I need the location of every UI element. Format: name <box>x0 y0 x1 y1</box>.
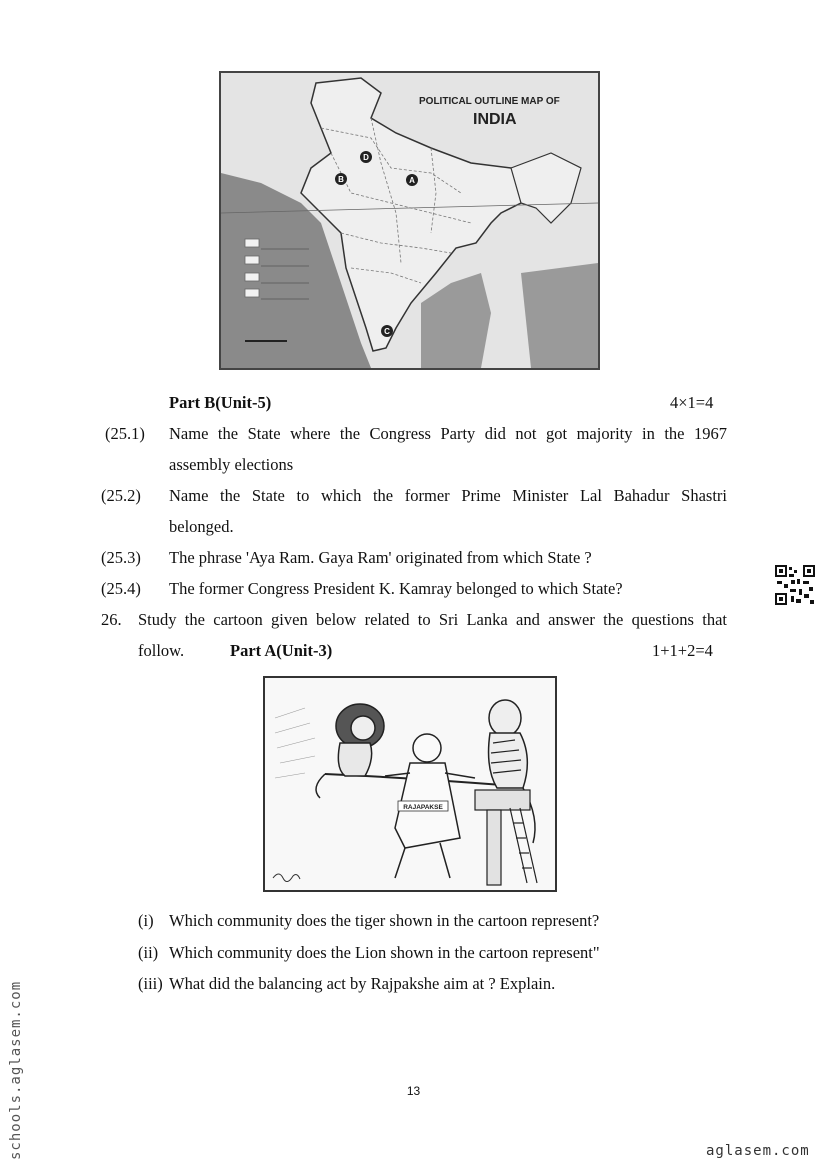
question-number: (25.2) <box>101 486 141 505</box>
sub-question-text: What did the balancing act by Rajpakshe aim at ? Explain. <box>169 974 556 993</box>
question-number: (25.1) <box>105 424 145 443</box>
sri-lanka-cartoon <box>263 676 557 892</box>
side-watermark: schools.aglasem.com <box>8 980 24 1160</box>
question-text: Name the State to which the former Prime Minister Lal Bahadur Shastri <box>169 486 727 505</box>
part-a-heading: Part A(Unit-3) <box>230 641 333 660</box>
map-title-line1: POLITICAL OUTLINE MAP OF <box>419 96 560 107</box>
question-text: Study the cartoon given below related to Sri Lanka and answer the questions that <box>138 610 727 629</box>
question-text: The former Congress President K. Kamray belonged to which State? <box>169 579 623 598</box>
sub-question-number: (i) <box>138 911 154 930</box>
page-number: 13 <box>406 1084 421 1098</box>
sub-question-text: Which community does the Lion shown in the cartoon represent" <box>169 943 600 962</box>
sub-question-text: Which community does the tiger shown in the cartoon represent? <box>169 911 600 930</box>
map-marker-d-label: D <box>363 153 369 162</box>
question-text-cont: follow. <box>138 641 185 660</box>
part-a-marks: 1+1+2=4 <box>652 641 713 660</box>
question-text: The phrase 'Aya Ram. Gaya Ram' originated from which State ? <box>169 548 592 567</box>
question-text-cont: assembly elections <box>169 455 294 474</box>
question-number: 26. <box>101 610 122 629</box>
map-drawing <box>221 73 598 368</box>
question-text: Name the State where the Congress Party did not got majority in the 1967 <box>169 424 727 443</box>
bottom-watermark: aglasem.com <box>706 1143 810 1159</box>
question-text-cont: belonged. <box>169 517 234 536</box>
map-marker-b-label: B <box>338 175 344 184</box>
india-outline-map <box>219 71 600 370</box>
map-marker-a-label: A <box>409 176 415 185</box>
question-number: (25.4) <box>101 579 141 598</box>
qr-code-icon <box>775 565 815 605</box>
map-title-line2: INDIA <box>473 111 517 128</box>
question-number: (25.3) <box>101 548 141 567</box>
cartoon-drawing <box>265 678 555 890</box>
part-b-heading: Part B(Unit-5) <box>169 393 272 412</box>
sub-question-number: (iii) <box>138 974 163 993</box>
cartoon-caption: RAJAPAKSE <box>403 804 443 811</box>
sub-question-number: (ii) <box>138 943 159 962</box>
map-marker-c-label: C <box>384 327 390 336</box>
part-b-marks: 4×1=4 <box>670 393 714 412</box>
